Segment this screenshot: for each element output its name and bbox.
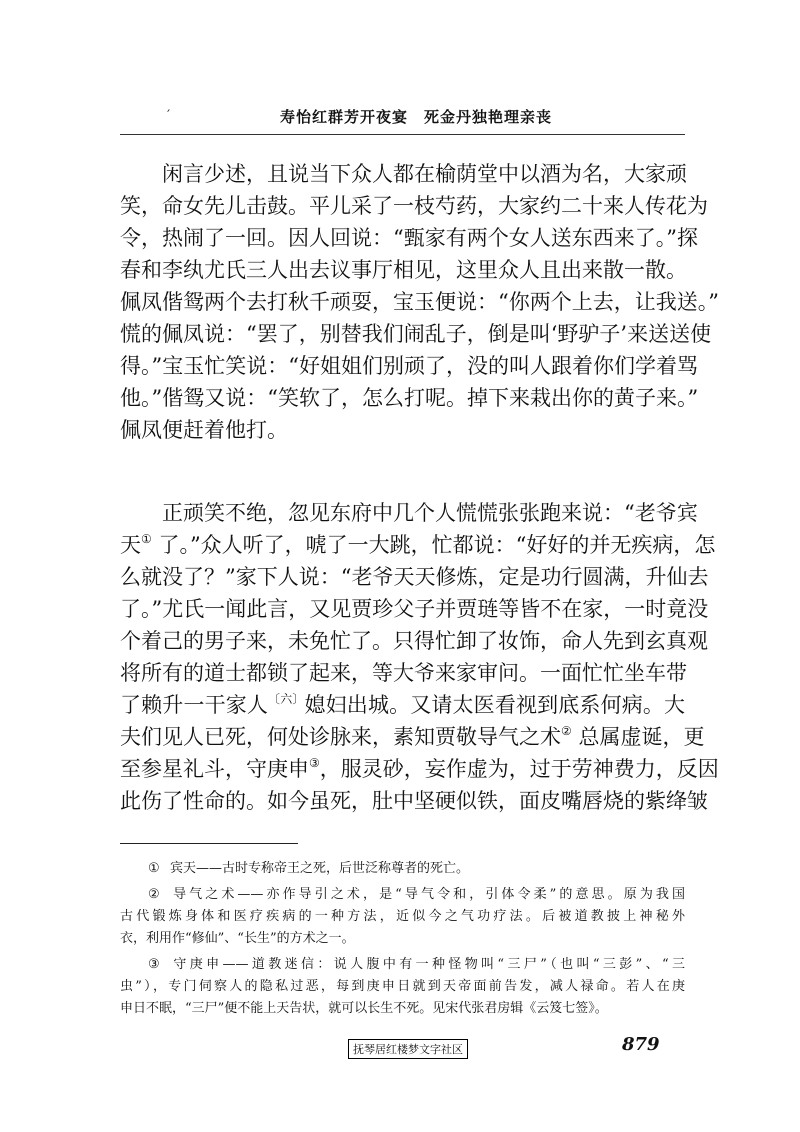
footnote-number: ① <box>148 861 160 876</box>
footnote-text: 宾天——古时专称帝王之死，后世泛称尊者的死亡。 <box>170 861 470 876</box>
footnote-ref: ① <box>141 532 152 546</box>
text-line: 了赖升一干家人$^{〔六〕}$媳妇出城。又请太医看视到底系何病。大 <box>120 692 686 717</box>
text-line: 了。”尤氏一闻此言，又见贾珍父子并贾琏等皆不在家，一时竟没 <box>120 597 709 621</box>
footnotes <box>120 858 685 1024</box>
text-line: 天① 了。”众人听了，唬了一大跳，忙都说：“好好的并无疾病，怎 <box>120 532 716 557</box>
footnote-ref: 〔六〕 <box>268 692 305 706</box>
footnote-ref: ③ <box>309 756 320 770</box>
text-line: 佩凤便赶着他打。 <box>120 418 288 442</box>
footnote-number: ③ <box>148 957 160 972</box>
footnote-number: ② <box>148 887 160 902</box>
footnote-2 <box>120 884 685 950</box>
text-line: 闲言少述，且说当下众人都在榆荫堂中以酒为名，大家顽 <box>162 162 687 186</box>
text-line: 慌的佩凤说：“罢了，别替我们闹乱子，倒是叫‘野驴子’来送送使 <box>120 322 712 346</box>
footnote-text: 衣，利用作“修仙”、“长生”的方术之一。 <box>120 931 355 946</box>
footnote-1 <box>120 858 685 880</box>
footnote-text: 虫”），专门伺察人的隐私过恶，每到庚申日就到天帝面前告发，减人禄命。若人在庚 <box>120 979 685 994</box>
footnote-text: 守庚申——道教迷信：说人腹中有一种怪物叫“三尸”（也叫“三彭”、“三 <box>170 957 685 972</box>
footnote-3 <box>120 954 685 1020</box>
text-line: 么就没了？”家下人说：“老爷天天修炼，定是功行圆满，升仙去 <box>120 565 709 589</box>
header-rule <box>120 134 685 135</box>
text-line: 正顽笑不绝，忽见东府中几个人慌慌张张跑来说：“老爷宾 <box>162 501 698 525</box>
footnote-rule <box>120 843 298 844</box>
text-line: 佩凤偕鸳两个去打秋千顽耍，宝玉便说：“你两个上去，让我送。” <box>120 290 719 314</box>
text-line: 他。”偕鸳又说：“笑软了，怎么打呢。掉下来栽出你的黄子来。” <box>120 386 699 410</box>
header-title-left: 寿怡红群芳开夜宴 <box>280 108 409 126</box>
text-line: 笑，命女先儿击鼓。平儿采了一枝芍药，大家约二十来人传花为 <box>120 194 708 218</box>
text-line: 将所有的道士都锁了起来，等大爷来家审问。一面忙忙坐车带 <box>120 661 687 685</box>
paragraph-2 <box>120 497 719 817</box>
scan-mark: ′ <box>167 108 171 124</box>
text-line: 得。”宝玉忙笑说：“好姐姐们别顽了，没的叫人跟着你们学着骂 <box>120 354 698 378</box>
footnote-text: 导气之术——亦作导引之术，是“导气令和，引体令柔”的意思。原为我国 <box>170 887 685 902</box>
text-line: 春和李纨尤氏三人出去议事厅相见，这里众人且出来散一散。 <box>120 258 687 282</box>
text-line: 个着己的男子来，未免忙了。只得忙卸了妆饰，命人先到玄真观 <box>120 629 708 653</box>
text-line: 至参星礼斗，守庚申③，服灵砂，妄作虚为，过于劳神费力，反因 <box>120 756 719 781</box>
running-header <box>280 106 552 127</box>
footnote-ref: ② <box>561 724 572 738</box>
paragraph-1 <box>120 158 719 446</box>
footnote-text: 古代锻炼身体和医疗疾病的一种方法，近似今之气功疗法。后被道教披上神秘外 <box>120 909 685 924</box>
source-stamp: 抚琴居红楼梦文字社区 <box>348 1039 468 1059</box>
text-line: 夫们见人已死，何处诊脉来，素知贾敬导气之术② 总属虚诞，更 <box>120 724 705 749</box>
header-title-right: 死金丹独艳理亲丧 <box>424 108 553 126</box>
footnote-text: 申日不眠，“三尸”便不能上天告状，就可以长生不死。见宋代张君房辑《云笈七签》。 <box>120 1001 608 1016</box>
page-number: 879 <box>622 1034 660 1055</box>
text-line: 令，热闹了一回。因人回说：“甄家有两个女人送东西来了。”探 <box>120 226 698 250</box>
text-line: 此伤了性命的。如今虽死，肚中坚硬似铁，面皮嘴唇烧的紫绛皱 <box>120 789 708 813</box>
